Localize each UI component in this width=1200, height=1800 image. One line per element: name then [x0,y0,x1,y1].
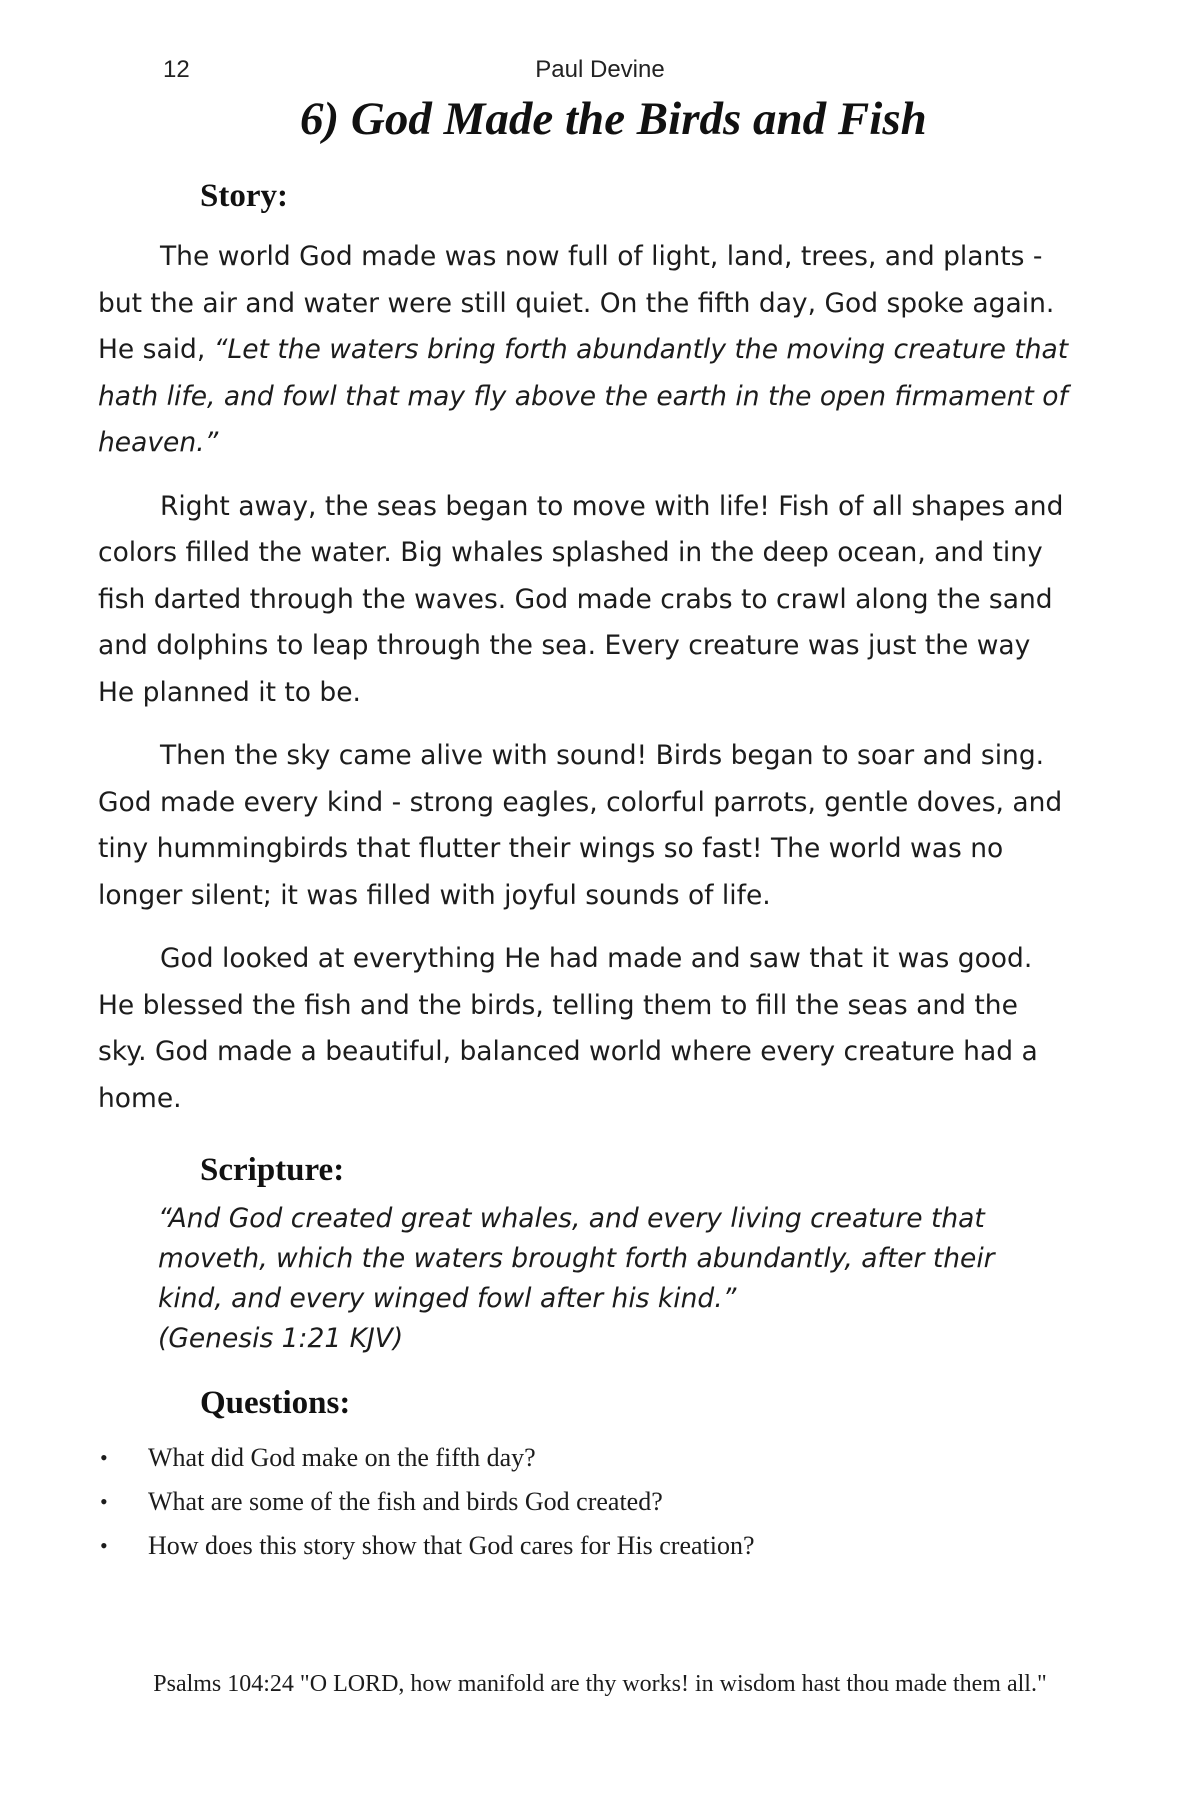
bullet-icon: • [100,1445,108,1470]
questions-heading: Questions: [200,1385,351,1421]
story-body [98,234,1070,1139]
running-head-author: Paul Devine [535,56,665,83]
question-text: How does this story show that God cares for His creation? [148,1531,755,1560]
footer-verse: Psalms 104:24 "O LORD, how manifold are thy works! in wisdom hast thou made them all." [153,1671,1047,1697]
scripture-line-1: “And God created great whales, and every living creature that [158,1203,985,1234]
chapter-title: 6) God Made the Birds and Fish [300,93,927,145]
questions-list [98,1436,1098,1568]
scripture-quote [158,1199,1058,1359]
story-heading: Story: [200,178,288,214]
scripture-line-3: kind, and every winged fowl after his kind.” [158,1283,737,1314]
question-item [98,1480,1098,1524]
story-paragraph-1-quote: “Let the waters bring forth abundantly the moving creature that hath life, and fowl that may fly above the earth in the open firmament of heaven.” [98,334,1069,458]
scripture-line-2: moveth, which the waters brought forth abundantly, after their [158,1243,995,1274]
story-paragraph-1 [98,234,1070,467]
question-text: What did God make on the fifth day? [148,1443,536,1472]
question-item [98,1524,1098,1568]
page-number: 12 [163,56,190,83]
question-text: What are some of the fish and birds God created? [148,1487,663,1516]
bullet-icon: • [100,1533,108,1558]
story-paragraph-2: Right away, the seas began to move with life! Fish of all shapes and colors filled the water. Big whales splashed in the deep ocean, and tiny fish darted through the waves. God made crabs to crawl along the sand and dolphins to leap through the sea. Every creature was just the way He planned it to be. [98,490,1064,708]
story-paragraph-4: God looked at everything He had made and saw that it was good. He blessed the fish and the birds, telling them to fill the seas and the sky. God made a beautiful, balanced world where every creature had a home. [98,943,1038,1114]
question-item [98,1436,1098,1480]
bullet-icon: • [100,1489,108,1514]
scripture-reference: (Genesis 1:21 KJV) [158,1323,404,1354]
story-paragraph-1-intro: The world God made was now full of light, land, trees, and plants - but the air and water were still quiet. On the fifth day, God spoke again. He said, [98,241,1055,365]
scripture-heading: Scripture: [200,1152,345,1188]
story-paragraph-3: Then the sky came alive with sound! Birds began to soar and sing. God made every kind - strong eagles, colorful parrots, gentle doves, and tiny hummingbirds that flutter their wings so fast! The world was no longer silent; it was filled with joyful sounds of life. [98,740,1063,911]
